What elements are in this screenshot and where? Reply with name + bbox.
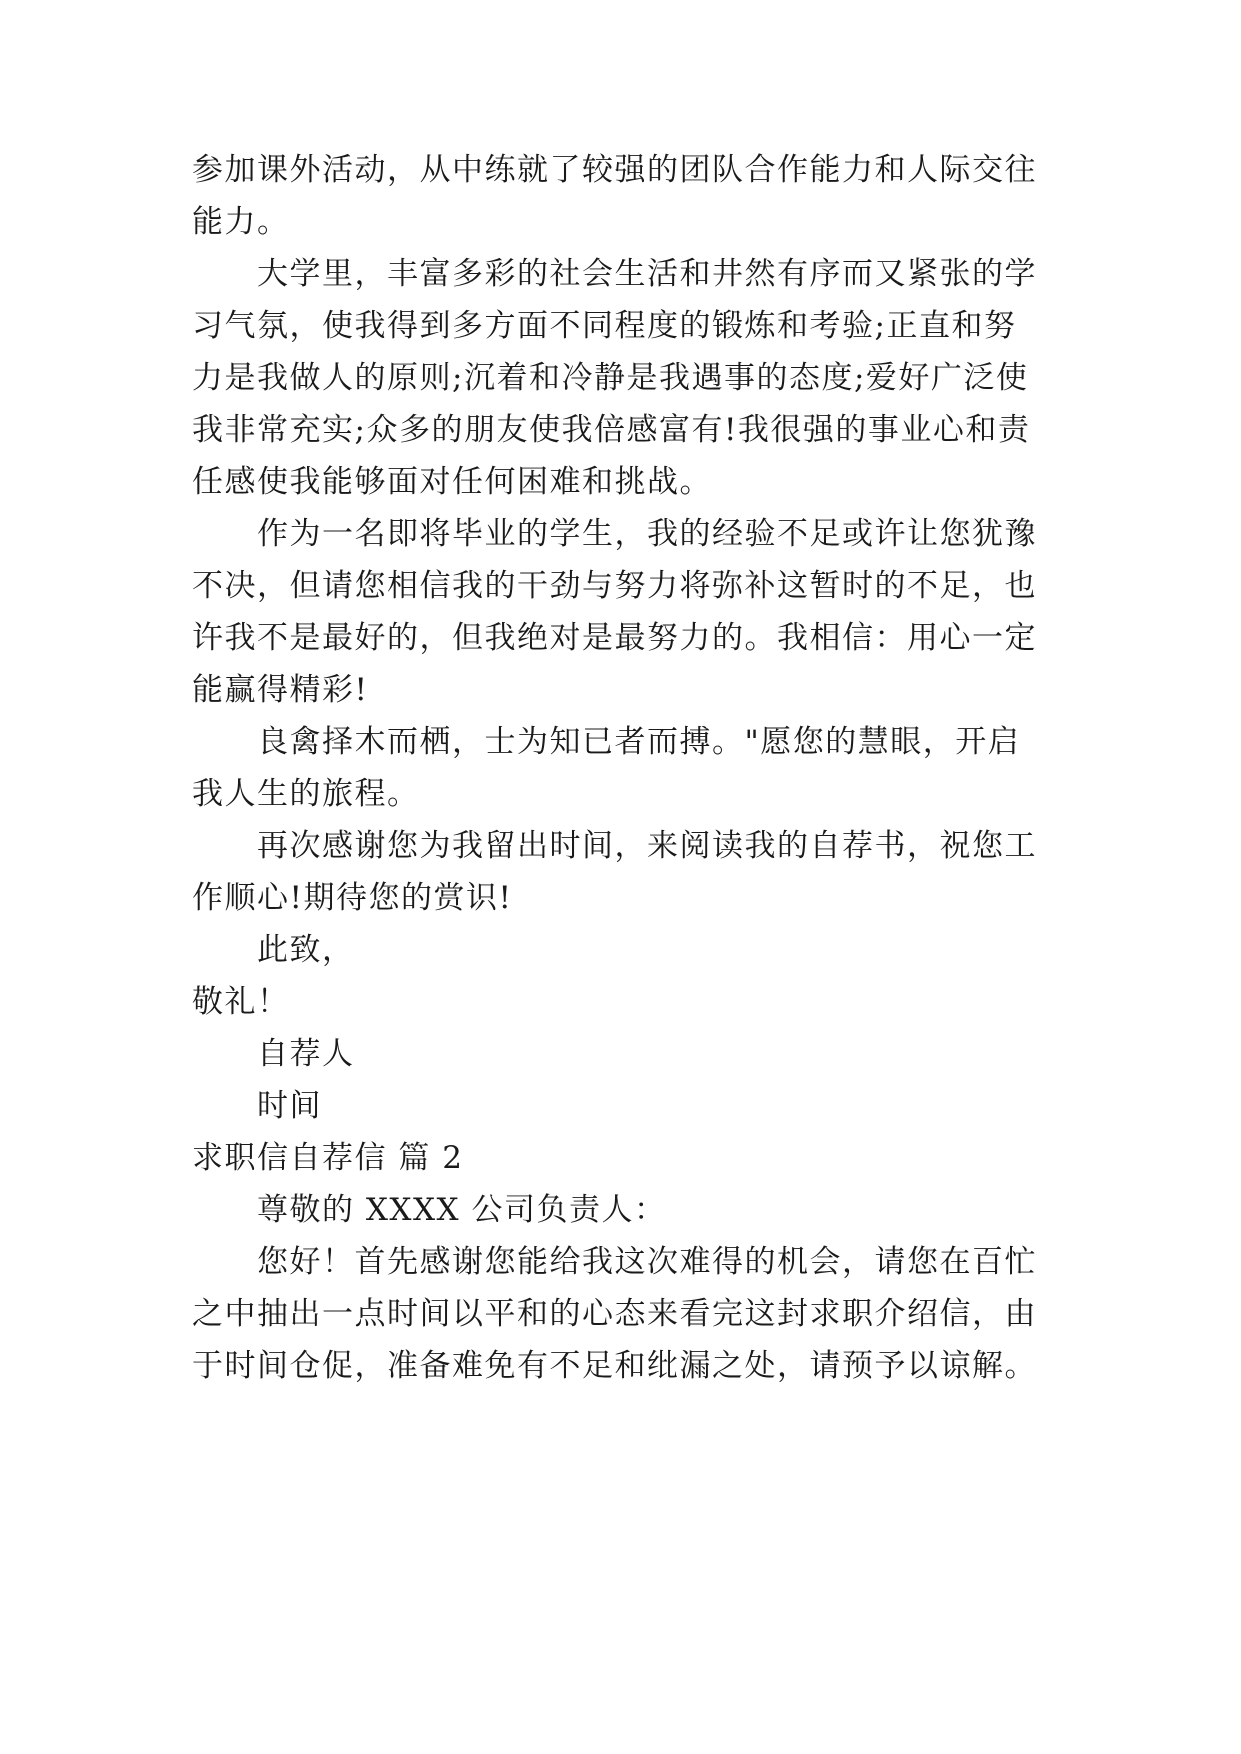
text-line: 不决，但请您相信我的干劲与努力将弥补这暂时的不足，也 <box>192 568 1037 604</box>
date-label: 时间 <box>257 1088 322 1124</box>
text-line: 我非常充实;众多的朋友使我倍感富有!我很强的事业心和责 <box>192 412 1031 448</box>
paragraph-start: 良禽择木而栖，士为知已者而搏。"愿您的慧眼，开启 <box>257 724 1021 760</box>
greeting: 尊敬的 XXXX 公司负责人： <box>257 1192 667 1228</box>
text-line: 之中抽出一点时间以平和的心态来看完这封求职介绍信，由 <box>192 1296 1037 1332</box>
text-line: 作顺心!期待您的赏识! <box>192 880 513 916</box>
text-line: 参加课外活动，从中练就了较强的团队合作能力和人际交往 <box>192 152 1037 188</box>
text-line: 我人生的旅程。 <box>192 776 420 812</box>
paragraph-start: 大学里，丰富多彩的社会生活和井然有序而又紧张的学 <box>257 256 1037 292</box>
text-line: 任感使我能够面对任何困难和挑战。 <box>192 464 712 500</box>
paragraph-start: 作为一名即将毕业的学生，我的经验不足或许让您犹豫 <box>257 516 1037 552</box>
closing-phrase: 此致， <box>257 932 355 968</box>
section-heading: 求职信自荐信 篇 2 <box>192 1140 464 1176</box>
text-line: 许我不是最好的，但我绝对是最努力的。我相信：用心一定 <box>192 620 1037 656</box>
text-line: 力是我做人的原则;沉着和冷静是我遇事的态度;爱好广泛使 <box>192 360 1029 396</box>
text-line: 能赢得精彩! <box>192 672 369 708</box>
paragraph-start: 再次感谢您为我留出时间，来阅读我的自荐书，祝您工 <box>257 828 1037 864</box>
text-line: 习气氛，使我得到多方面不同程度的锻炼和考验;正直和努 <box>192 308 1017 344</box>
text-line: 能力。 <box>192 204 290 240</box>
closing-salutation: 敬礼！ <box>192 984 290 1020</box>
paragraph-start: 您好！首先感谢您能给我这次难得的机会，请您在百忙 <box>257 1244 1037 1280</box>
signature-label: 自荐人 <box>257 1036 355 1072</box>
text-line: 于时间仓促，准备难免有不足和纰漏之处，请预予以谅解。 <box>192 1348 1037 1384</box>
